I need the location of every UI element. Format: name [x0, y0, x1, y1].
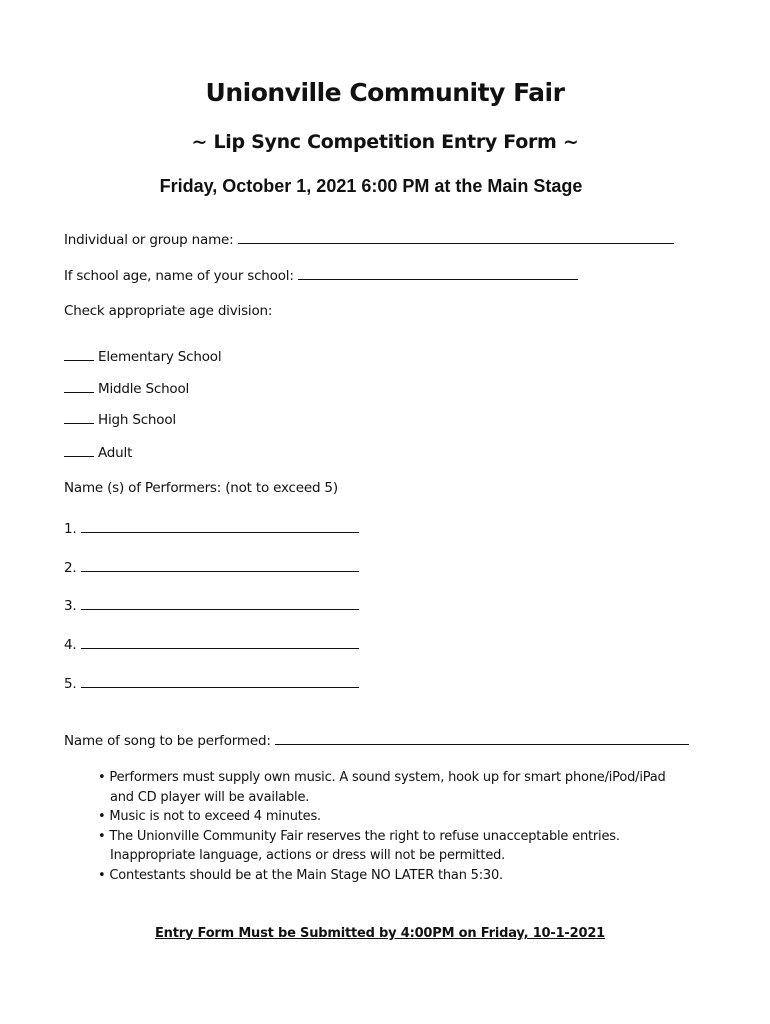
performer-name-field[interactable]: [81, 595, 359, 610]
performer-row: [64, 518, 359, 537]
division-option-middle: [64, 378, 189, 397]
division-checkbox[interactable]: [64, 442, 94, 457]
submission-deadline: Entry Form Must be Submitted by 4:00PM on Friday, 10-1-2021: [154, 926, 606, 941]
event-date-line: Friday, October 1, 2021 6:00 PM at the Main Stage: [159, 176, 583, 196]
performer-number: 5.: [64, 676, 77, 692]
performer-number: 2.: [64, 560, 77, 576]
rule-item: • Performers must supply own music. A sound system, hook up for smart phone/iPod/iPad and CD player will be available.: [86, 768, 686, 807]
division-checkbox[interactable]: [64, 378, 94, 393]
performer-name-field[interactable]: [81, 557, 359, 572]
performer-row: [64, 673, 359, 692]
division-label-text: High School: [98, 412, 176, 428]
rule-item: • Music is not to exceed 4 minutes.: [86, 807, 686, 827]
page-title: Unionville Community Fair: [205, 78, 565, 107]
performer-number: 1.: [64, 521, 77, 537]
rule-item: • Contestants should be at the Main Stage NO LATER than 5:30.: [86, 866, 686, 886]
division-option-adult: [64, 442, 132, 461]
performer-row: [64, 595, 359, 614]
song-field[interactable]: [275, 730, 689, 745]
performer-name-field[interactable]: [81, 634, 359, 649]
division-option-elementary: [64, 346, 221, 365]
division-checkbox[interactable]: [64, 409, 94, 424]
rule-item: • The Unionville Community Fair reserves the right to refuse unacceptable entries. Inappropriate language, actions or dress will not be permitted.: [86, 827, 686, 866]
school-label: If school age, name of your school:: [64, 268, 294, 284]
division-label-text: Middle School: [98, 381, 190, 397]
group-name-label: Individual or group name:: [64, 232, 234, 248]
division-option-high: [64, 409, 176, 428]
division-label-text: Elementary School: [98, 349, 222, 365]
song-row: [64, 730, 689, 749]
performer-number: 3.: [64, 598, 77, 614]
song-label: Name of song to be performed:: [64, 733, 271, 749]
form-subtitle: ~ Lip Sync Competition Entry Form ~: [191, 131, 579, 153]
group-name-row: [64, 229, 674, 248]
division-label: Check appropriate age division:: [64, 303, 273, 319]
performers-label: Name (s) of Performers: (not to exceed 5): [64, 480, 338, 496]
school-row: [64, 265, 578, 284]
performer-row: [64, 557, 359, 576]
performer-number: 4.: [64, 637, 77, 653]
rules-list: [86, 768, 686, 885]
performer-name-field[interactable]: [81, 673, 359, 688]
division-label-text: Adult: [98, 445, 133, 461]
school-field[interactable]: [298, 265, 578, 280]
group-name-field[interactable]: [238, 229, 674, 244]
division-checkbox[interactable]: [64, 346, 94, 361]
performer-name-field[interactable]: [81, 518, 359, 533]
performer-row: [64, 634, 359, 653]
